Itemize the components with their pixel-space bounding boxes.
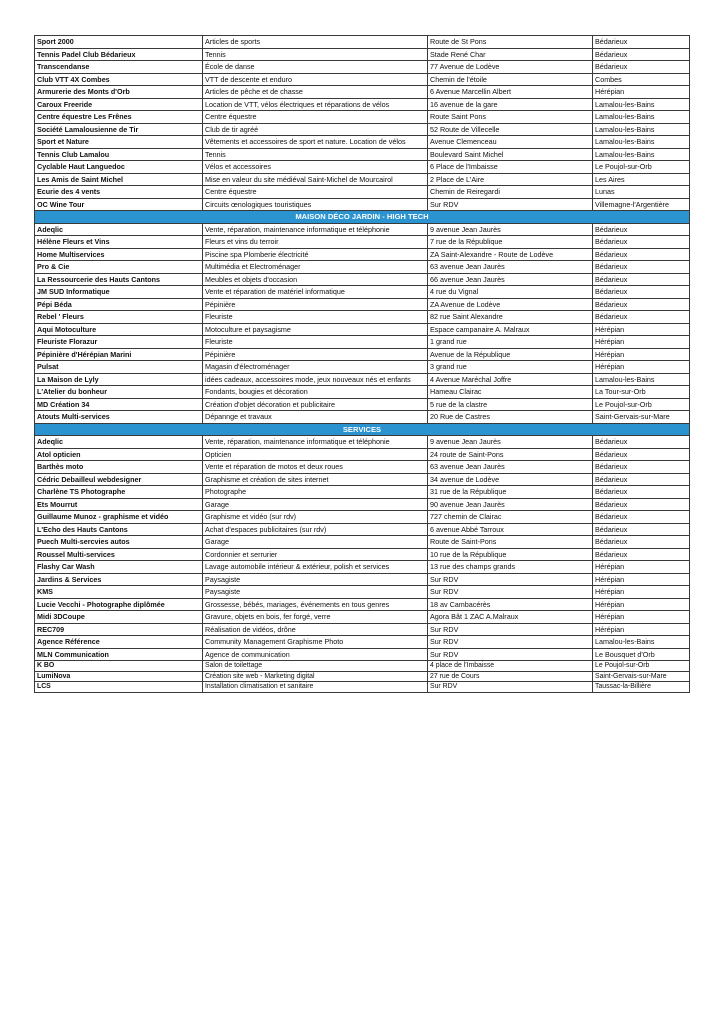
address-cell: Sur RDV <box>428 586 593 599</box>
town-cell: Lamalou-les-Bains <box>593 148 690 161</box>
business-name-cell: L'Echo des Hauts Cantons <box>35 523 203 536</box>
business-name-cell: Puech Multi-sercvies autos <box>35 536 203 549</box>
table-row <box>35 98 690 111</box>
activity-cell: Centre équestre <box>203 111 428 124</box>
business-name-cell: Société Lamalousienne de Tir <box>35 123 203 136</box>
table-row <box>35 573 690 586</box>
business-name-cell: REC709 <box>35 623 203 636</box>
activity-cell: Fleuriste <box>203 311 428 324</box>
activity-cell: Circuits œnologiques touristiques <box>203 198 428 211</box>
table-row <box>35 73 690 86</box>
table-row <box>35 61 690 74</box>
table-row <box>35 123 690 136</box>
business-name-cell: Armurerie des Monts d'Orb <box>35 86 203 99</box>
table-row <box>35 348 690 361</box>
town-cell: Bédarieux <box>593 436 690 449</box>
address-cell: 4 rue du Vignal <box>428 286 593 299</box>
address-cell: 52 Route de Villecelle <box>428 123 593 136</box>
address-cell: 6 avenue Abbé Tarroux <box>428 523 593 536</box>
town-cell: Villemagne-l'Argentière <box>593 198 690 211</box>
address-cell: Sur RDV <box>428 636 593 649</box>
table-row <box>35 636 690 649</box>
address-cell: 63 avenue Jean Jaurès <box>428 261 593 274</box>
table-row <box>35 186 690 199</box>
address-cell: Sur RDV <box>428 573 593 586</box>
activity-cell: Réalisation de vidéos, drône <box>203 623 428 636</box>
town-cell: Le Poujol-sur-Orb <box>593 398 690 411</box>
address-cell: 16 avenue de la gare <box>428 98 593 111</box>
business-name-cell: Centre équestre Les Frênes <box>35 111 203 124</box>
address-cell: Chemin de l'étoile <box>428 73 593 86</box>
business-name-cell: Fleuriste Florazur <box>35 336 203 349</box>
town-cell: Bédarieux <box>593 286 690 299</box>
address-cell: Sur RDV <box>428 648 593 661</box>
town-cell: Hérépian <box>593 336 690 349</box>
town-cell: Lamalou-les-Bains <box>593 636 690 649</box>
business-name-cell: La Ressourcerie des Hauts Cantons <box>35 273 203 286</box>
table-row <box>35 386 690 399</box>
address-cell: 4 Avenue Maréchal Joffre <box>428 373 593 386</box>
business-name-cell: Charlène TS Photographe <box>35 486 203 499</box>
activity-cell: Tennis <box>203 48 428 61</box>
town-cell: Bédarieux <box>593 48 690 61</box>
business-name-cell: Adeqlic <box>35 223 203 236</box>
activity-cell: Opticien <box>203 448 428 461</box>
business-name-cell: Barthès moto <box>35 461 203 474</box>
section-title: SERVICES <box>35 423 690 436</box>
town-cell: Bédarieux <box>593 311 690 324</box>
business-name-cell: Tennis Club Lamalou <box>35 148 203 161</box>
town-cell: Hérépian <box>593 598 690 611</box>
table-row <box>35 411 690 424</box>
activity-cell: Cordonnier et serrurier <box>203 548 428 561</box>
business-directory-table <box>34 35 690 693</box>
business-name-cell: Flashy Car Wash <box>35 561 203 574</box>
activity-cell: Garage <box>203 536 428 549</box>
business-name-cell: Sport 2000 <box>35 36 203 49</box>
directory-body <box>35 36 690 693</box>
business-name-cell: Cyclable Haut Languedoc <box>35 161 203 174</box>
activity-cell: idées cadeaux, accessoires mode, jeux nouveaux nés et enfants <box>203 373 428 386</box>
town-cell: Hérépian <box>593 623 690 636</box>
business-name-cell: Atol opticien <box>35 448 203 461</box>
activity-cell: Articles de pêche et de chasse <box>203 86 428 99</box>
business-name-cell: Home Multiservices <box>35 248 203 261</box>
address-cell: 24 route de Saint-Pons <box>428 448 593 461</box>
town-cell: Bédarieux <box>593 448 690 461</box>
table-row <box>35 136 690 149</box>
table-row <box>35 323 690 336</box>
table-row <box>35 536 690 549</box>
activity-cell: Fleuriste <box>203 336 428 349</box>
table-row <box>35 436 690 449</box>
town-cell: Bédarieux <box>593 461 690 474</box>
activity-cell: Meubles et objets d'occasion <box>203 273 428 286</box>
business-name-cell: Atouts Multi-services <box>35 411 203 424</box>
business-name-cell: La Maison de Lyly <box>35 373 203 386</box>
activity-cell: Paysagiste <box>203 573 428 586</box>
address-cell: Route de St Pons <box>428 36 593 49</box>
activity-cell: Vente, réparation, maintenance informatique et téléphonie <box>203 223 428 236</box>
activity-cell: Paysagiste <box>203 586 428 599</box>
town-cell: Bédarieux <box>593 248 690 261</box>
address-cell: 77 Avenue de Lodève <box>428 61 593 74</box>
table-row <box>35 36 690 49</box>
town-cell: La Tour-sur-Orb <box>593 386 690 399</box>
town-cell: Bédarieux <box>593 511 690 524</box>
business-name-cell: Roussel Multi-services <box>35 548 203 561</box>
activity-cell: Piscine spa Plomberie électricité <box>203 248 428 261</box>
activity-cell: Community Management Graphisme Photo <box>203 636 428 649</box>
business-name-cell: Ecurie des 4 vents <box>35 186 203 199</box>
business-name-cell: LumiNova <box>35 671 203 682</box>
table-row <box>35 448 690 461</box>
town-cell: Bédarieux <box>593 273 690 286</box>
address-cell: 63 avenue Jean Jaurès <box>428 461 593 474</box>
address-cell: 10 rue de la République <box>428 548 593 561</box>
address-cell: 4 place de l'Imbaisse <box>428 661 593 672</box>
activity-cell: Agence de communication <box>203 648 428 661</box>
activity-cell: Pépinière <box>203 298 428 311</box>
activity-cell: Lavage automobile intérieur & extérieur, polish et services <box>203 561 428 574</box>
table-row <box>35 586 690 599</box>
table-row <box>35 682 690 693</box>
activity-cell: Création d'objet décoration et publicitaire <box>203 398 428 411</box>
town-cell: Hérépian <box>593 348 690 361</box>
table-row <box>35 611 690 624</box>
activity-cell: Vente, réparation, maintenance informatique et téléphonie <box>203 436 428 449</box>
address-cell: 13 rue des champs grands <box>428 561 593 574</box>
table-row <box>35 598 690 611</box>
table-row <box>35 311 690 324</box>
business-name-cell: KMS <box>35 586 203 599</box>
activity-cell: Gravure, objets en bois, fer forgé, verre <box>203 611 428 624</box>
town-cell: Bédarieux <box>593 236 690 249</box>
address-cell: 27 rue de Cours <box>428 671 593 682</box>
business-name-cell: Adeqlic <box>35 436 203 449</box>
business-name-cell: Rebel ' Fleurs <box>35 311 203 324</box>
town-cell: Bédarieux <box>593 486 690 499</box>
business-name-cell: MLN Communication <box>35 648 203 661</box>
address-cell: 82 rue Saint Alexandre <box>428 311 593 324</box>
table-row <box>35 298 690 311</box>
activity-cell: Salon de toilettage <box>203 661 428 672</box>
address-cell: Sur RDV <box>428 623 593 636</box>
address-cell: Chemin de Reiregardi <box>428 186 593 199</box>
address-cell: Avenue de la République <box>428 348 593 361</box>
business-name-cell: Jardins & Services <box>35 573 203 586</box>
business-name-cell: JM SUD Informatique <box>35 286 203 299</box>
address-cell: Stade René Char <box>428 48 593 61</box>
table-row <box>35 373 690 386</box>
town-cell: Hérépian <box>593 573 690 586</box>
table-row <box>35 486 690 499</box>
table-row <box>35 561 690 574</box>
table-row <box>35 223 690 236</box>
address-cell: Hameau Clairac <box>428 386 593 399</box>
table-row <box>35 161 690 174</box>
business-name-cell: Ets Mourrut <box>35 498 203 511</box>
address-cell: Route de Saint-Pons <box>428 536 593 549</box>
town-cell: Hérépian <box>593 611 690 624</box>
town-cell: Le Poujol-sur-Orb <box>593 661 690 672</box>
town-cell: Lamalou-les-Bains <box>593 111 690 124</box>
town-cell: Bédarieux <box>593 523 690 536</box>
activity-cell: Vente et réparation de matériel informatique <box>203 286 428 299</box>
address-cell: 66 avenue Jean Jaurès <box>428 273 593 286</box>
activity-cell: Club de tir agréé <box>203 123 428 136</box>
address-cell: 727 chemin de Clairac <box>428 511 593 524</box>
address-cell: 5 rue de la clastre <box>428 398 593 411</box>
activity-cell: Magasin d'électroménager <box>203 361 428 374</box>
table-row <box>35 148 690 161</box>
town-cell: Hérépian <box>593 86 690 99</box>
town-cell: Hérépian <box>593 586 690 599</box>
business-name-cell: Guillaume Munoz - graphisme et vidéo <box>35 511 203 524</box>
activity-cell: Pépinière <box>203 348 428 361</box>
town-cell: Taussac-la-Billière <box>593 682 690 693</box>
table-row <box>35 398 690 411</box>
address-cell: Espace campanaire A. Malraux <box>428 323 593 336</box>
business-name-cell: Pulsat <box>35 361 203 374</box>
table-row <box>35 173 690 186</box>
address-cell: 7 rue de la République <box>428 236 593 249</box>
business-name-cell: MD Création 34 <box>35 398 203 411</box>
table-row <box>35 548 690 561</box>
address-cell: 9 avenue Jean Jaurès <box>428 436 593 449</box>
business-name-cell: L'Atelier du bonheur <box>35 386 203 399</box>
table-row <box>35 623 690 636</box>
section-header-row <box>35 211 690 224</box>
activity-cell: Centre équestre <box>203 186 428 199</box>
town-cell: Bédarieux <box>593 536 690 549</box>
town-cell: Bédarieux <box>593 223 690 236</box>
address-cell: Sur RDV <box>428 682 593 693</box>
business-name-cell: Transcendanse <box>35 61 203 74</box>
town-cell: Hérépian <box>593 361 690 374</box>
town-cell: Bédarieux <box>593 498 690 511</box>
table-row <box>35 248 690 261</box>
table-row <box>35 671 690 682</box>
table-row <box>35 273 690 286</box>
table-row <box>35 236 690 249</box>
town-cell: Bédarieux <box>593 548 690 561</box>
table-row <box>35 523 690 536</box>
address-cell: 31 rue de la République <box>428 486 593 499</box>
address-cell: ZA Saint-Alexandre - Route de Lodève <box>428 248 593 261</box>
activity-cell: Fleurs et vins du terroir <box>203 236 428 249</box>
table-row <box>35 261 690 274</box>
business-name-cell: OC Wine Tour <box>35 198 203 211</box>
town-cell: Hérépian <box>593 323 690 336</box>
address-cell: 9 avenue Jean Jaurès <box>428 223 593 236</box>
town-cell: Lamalou-les-Bains <box>593 373 690 386</box>
activity-cell: Photographe <box>203 486 428 499</box>
town-cell: Les Aires <box>593 173 690 186</box>
section-title: MAISON DÉCO JARDIN - HIGH TECH <box>35 211 690 224</box>
table-row <box>35 86 690 99</box>
table-row <box>35 286 690 299</box>
business-name-cell: Caroux Freeride <box>35 98 203 111</box>
activity-cell: Dépannge et travaux <box>203 411 428 424</box>
town-cell: Lamalou-les-Bains <box>593 136 690 149</box>
business-name-cell: Club VTT 4X Combes <box>35 73 203 86</box>
table-row <box>35 661 690 672</box>
town-cell: Bédarieux <box>593 36 690 49</box>
address-cell: Sur RDV <box>428 198 593 211</box>
activity-cell: Multimédia et Electroménager <box>203 261 428 274</box>
town-cell: Lunas <box>593 186 690 199</box>
address-cell: Avenue Clemenceau <box>428 136 593 149</box>
address-cell: 90 avenue Jean Jaurès <box>428 498 593 511</box>
business-name-cell: Agence Référence <box>35 636 203 649</box>
business-name-cell: Lucie Vecchi - Photographe diplômée <box>35 598 203 611</box>
table-row <box>35 361 690 374</box>
activity-cell: Articles de sports <box>203 36 428 49</box>
town-cell: Bédarieux <box>593 61 690 74</box>
town-cell: Lamalou-les-Bains <box>593 123 690 136</box>
address-cell: 2 Place de L'Aire <box>428 173 593 186</box>
business-name-cell: Hélène Fleurs et Vins <box>35 236 203 249</box>
business-name-cell: Cédric Debailleul webdesigner <box>35 473 203 486</box>
business-name-cell: Midi 3DCoupe <box>35 611 203 624</box>
address-cell: 6 Place de l'Imbaisse <box>428 161 593 174</box>
table-row <box>35 511 690 524</box>
activity-cell: Garage <box>203 498 428 511</box>
activity-cell: Mise en valeur du site médiéval Saint-Michel de Mourcairol <box>203 173 428 186</box>
table-row <box>35 648 690 661</box>
address-cell: 18 av Cambacérès <box>428 598 593 611</box>
town-cell: Le Poujol-sur-Orb <box>593 161 690 174</box>
table-row <box>35 461 690 474</box>
address-cell: 6 Avenue Marcellin Albert <box>428 86 593 99</box>
activity-cell: Vente et réparation de motos et deux roues <box>203 461 428 474</box>
town-cell: Saint-Gervais-sur-Mare <box>593 671 690 682</box>
activity-cell: École de danse <box>203 61 428 74</box>
town-cell: Hérépian <box>593 561 690 574</box>
address-cell: Agora Bât 1 ZAC A.Malraux <box>428 611 593 624</box>
activity-cell: VTT de descente et enduro <box>203 73 428 86</box>
business-name-cell: Aqui Motoculture <box>35 323 203 336</box>
address-cell: Route Saint Pons <box>428 111 593 124</box>
business-name-cell: Sport et Nature <box>35 136 203 149</box>
town-cell: Bédarieux <box>593 261 690 274</box>
section-header-row <box>35 423 690 436</box>
activity-cell: Grossesse, bébés, mariages, événements en tous genres <box>203 598 428 611</box>
table-row <box>35 498 690 511</box>
activity-cell: Installation climatisation et sanitaire <box>203 682 428 693</box>
address-cell: ZA Avenue de Lodève <box>428 298 593 311</box>
activity-cell: Tennis <box>203 148 428 161</box>
address-cell: 3 grand rue <box>428 361 593 374</box>
activity-cell: Vélos et accessoires <box>203 161 428 174</box>
activity-cell: Graphisme et création de sites internet <box>203 473 428 486</box>
town-cell: Lamalou-les-Bains <box>593 98 690 111</box>
address-cell: 20 Rue de Castres <box>428 411 593 424</box>
table-row <box>35 111 690 124</box>
activity-cell: Vêtements et accessoires de sport et nature. Location de vélos <box>203 136 428 149</box>
business-name-cell: Pro & Cie <box>35 261 203 274</box>
address-cell: 34 avenue de Lodève <box>428 473 593 486</box>
business-name-cell: Pépi Béda <box>35 298 203 311</box>
activity-cell: Location de VTT, vélos électriques et réparations de vélos <box>203 98 428 111</box>
town-cell: Combes <box>593 73 690 86</box>
business-name-cell: Pépinière d'Hérépian Marini <box>35 348 203 361</box>
activity-cell: Création site web - Marketing digital <box>203 671 428 682</box>
activity-cell: Motoculture et paysagisme <box>203 323 428 336</box>
business-name-cell: LCS <box>35 682 203 693</box>
business-name-cell: Les Amis de Saint Michel <box>35 173 203 186</box>
town-cell: Le Bousquet d'Orb <box>593 648 690 661</box>
table-row <box>35 198 690 211</box>
table-row <box>35 48 690 61</box>
table-row <box>35 473 690 486</box>
activity-cell: Achat d'espaces publicitaires (sur rdv) <box>203 523 428 536</box>
business-name-cell: K BO <box>35 661 203 672</box>
business-name-cell: Tennis Padel Club Bédarieux <box>35 48 203 61</box>
address-cell: 1 grand rue <box>428 336 593 349</box>
town-cell: Bédarieux <box>593 298 690 311</box>
address-cell: Boulevard Saint Michel <box>428 148 593 161</box>
activity-cell: Graphisme et vidéo (sur rdv) <box>203 511 428 524</box>
activity-cell: Fondants, bougies et décoration <box>203 386 428 399</box>
table-row <box>35 336 690 349</box>
town-cell: Saint-Gervais-sur-Mare <box>593 411 690 424</box>
town-cell: Bédarieux <box>593 473 690 486</box>
